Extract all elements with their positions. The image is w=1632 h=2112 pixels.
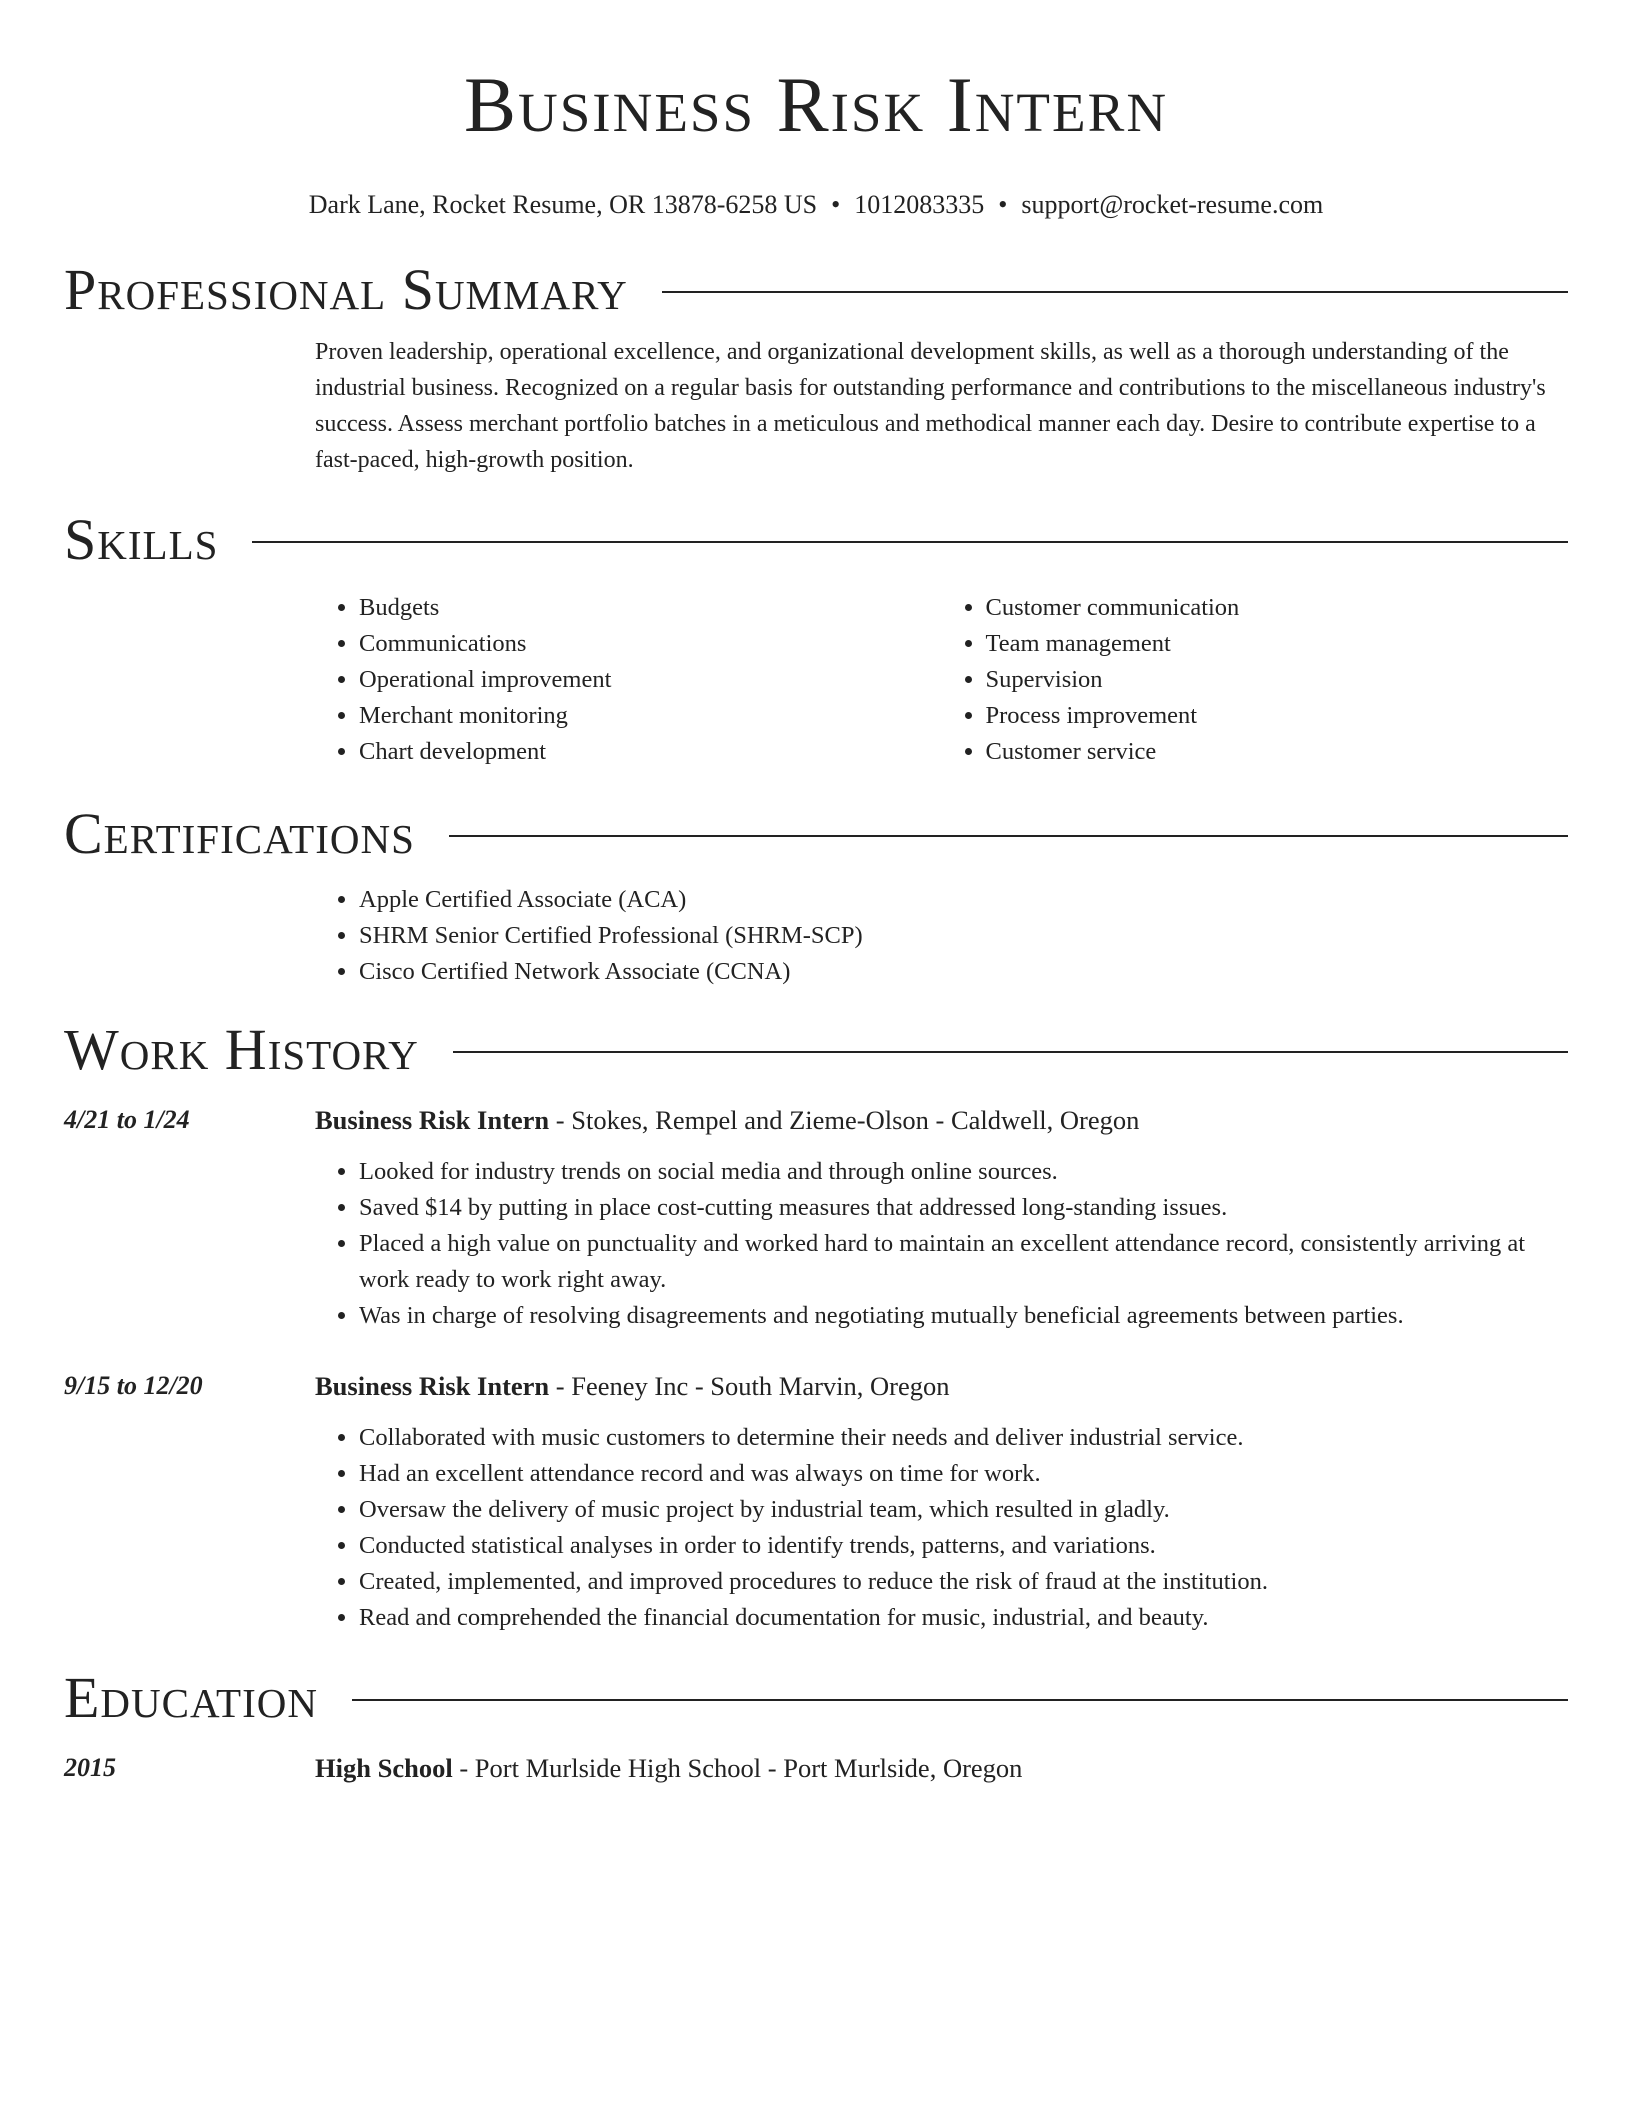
work-history-section-header (64, 1018, 1568, 1082)
certifications-heading: Certifications (64, 801, 415, 866)
certification-item: • Apple Certified Associate (ACA) (359, 882, 1568, 918)
job-employer-location: - Feeney Inc - South Marvin, Oregon (549, 1371, 950, 1401)
contact-separator: • (998, 190, 1008, 219)
skill-item: • Customer service (986, 734, 1569, 770)
education-entry (64, 1750, 1568, 1786)
job-title: Business Risk Intern (315, 1371, 550, 1401)
skill-item: • Budgets (359, 590, 942, 626)
job-body (315, 1368, 1268, 1636)
section-divider (252, 541, 1568, 543)
job-title-line (315, 1102, 1568, 1138)
certification-item: • SHRM Senior Certified Professional (SHRM-SCP) (359, 918, 1568, 954)
education-section-header (64, 1666, 1568, 1730)
education-heading: Education (64, 1665, 318, 1730)
job-duty: • Collaborated with music customers to determine their needs and deliver industrial service. (359, 1420, 1268, 1456)
contact-address: Dark Lane, Rocket Resume, OR 13878-6258 US (308, 190, 818, 219)
summary-body (315, 334, 1568, 478)
work-history-heading: Work History (64, 1017, 419, 1082)
job-body (315, 1102, 1568, 1334)
skill-item: • Process improvement (986, 698, 1569, 734)
certification-item: • Cisco Certified Network Associate (CCNA) (359, 954, 1568, 990)
job-employer-location: - Stokes, Rempel and Zieme-Olson - Caldwell, Oregon (549, 1105, 1140, 1135)
education-degree: High School (315, 1753, 453, 1783)
job-duty: • Saved $14 by putting in place cost-cutting measures that addressed long-standing issues. (359, 1190, 1568, 1226)
job-entry (64, 1368, 1568, 1636)
education-school-location: - Port Murlside High School - Port Murlside, Oregon (452, 1753, 1023, 1783)
skills-column-left (315, 590, 942, 770)
job-duties (315, 1154, 1568, 1334)
summary-heading: Professional Summary (64, 257, 628, 322)
skills-heading: Skills (64, 507, 219, 572)
contact-email: support@rocket-resume.com (1021, 190, 1324, 219)
job-entry (64, 1102, 1568, 1334)
summary-section-header (64, 258, 1568, 322)
skill-item: • Chart development (359, 734, 942, 770)
skill-item: • Supervision (986, 662, 1569, 698)
skill-item: • Merchant monitoring (359, 698, 942, 734)
certifications-list (315, 882, 1568, 990)
skill-item: • Customer communication (986, 590, 1569, 626)
section-divider (662, 291, 1568, 293)
job-dates: 9/15 to 12/20 (64, 1371, 203, 1400)
skill-item: • Team management (986, 626, 1569, 662)
job-duty: • Placed a high value on punctuality and worked hard to maintain an excellent attendance record, consistently arriving at work ready to work right away. (359, 1226, 1568, 1298)
skill-item: • Operational improvement (359, 662, 942, 698)
skills-column-right (942, 590, 1569, 770)
job-dates: 4/21 to 1/24 (64, 1105, 190, 1134)
job-title-line (315, 1368, 1268, 1404)
skills-section-header (64, 508, 1568, 572)
section-divider (453, 1051, 1568, 1053)
education-title-line (315, 1750, 1022, 1786)
job-duty: • Was in charge of resolving disagreements and negotiating mutually beneficial agreements between parties. (359, 1298, 1568, 1334)
education-year: 2015 (64, 1753, 116, 1782)
job-duty: • Conducted statistical analyses in order to identify trends, patterns, and variations. (359, 1528, 1268, 1564)
job-duties (315, 1420, 1268, 1636)
section-divider (352, 1699, 1568, 1701)
job-title: Business Risk Intern (315, 1105, 550, 1135)
section-divider (449, 835, 1568, 837)
job-duty: • Created, implemented, and improved procedures to reduce the risk of fraud at the institution. (359, 1564, 1268, 1600)
contact-phone: 1012083335 (854, 190, 985, 219)
contact-separator: • (831, 190, 841, 219)
summary-text: Proven leadership, operational excellence, and organizational development skills, as well as a thorough understanding of the industrial business. Recognized on a regular basis for outstanding performance and contributions to the miscellaneous industry's success. Assess merchant portfolio batches in a meticulous and methodical manner each day. Desire to contribute expertise to a fast-paced, high-growth position. (315, 339, 1546, 473)
candidate-name: Business Risk Intern (463, 61, 1169, 148)
job-duty: • Oversaw the delivery of music project by industrial team, which resulted in gladly. (359, 1492, 1268, 1528)
job-duty: • Looked for industry trends on social media and through online sources. (359, 1154, 1568, 1190)
skills-list (315, 590, 1568, 770)
certifications-section-header (64, 802, 1568, 866)
contact-line (64, 188, 1568, 222)
job-duty: • Had an excellent attendance record and was always on time for work. (359, 1456, 1268, 1492)
job-duty: • Read and comprehended the financial documentation for music, industrial, and beauty. (359, 1600, 1268, 1636)
skill-item: • Communications (359, 626, 942, 662)
